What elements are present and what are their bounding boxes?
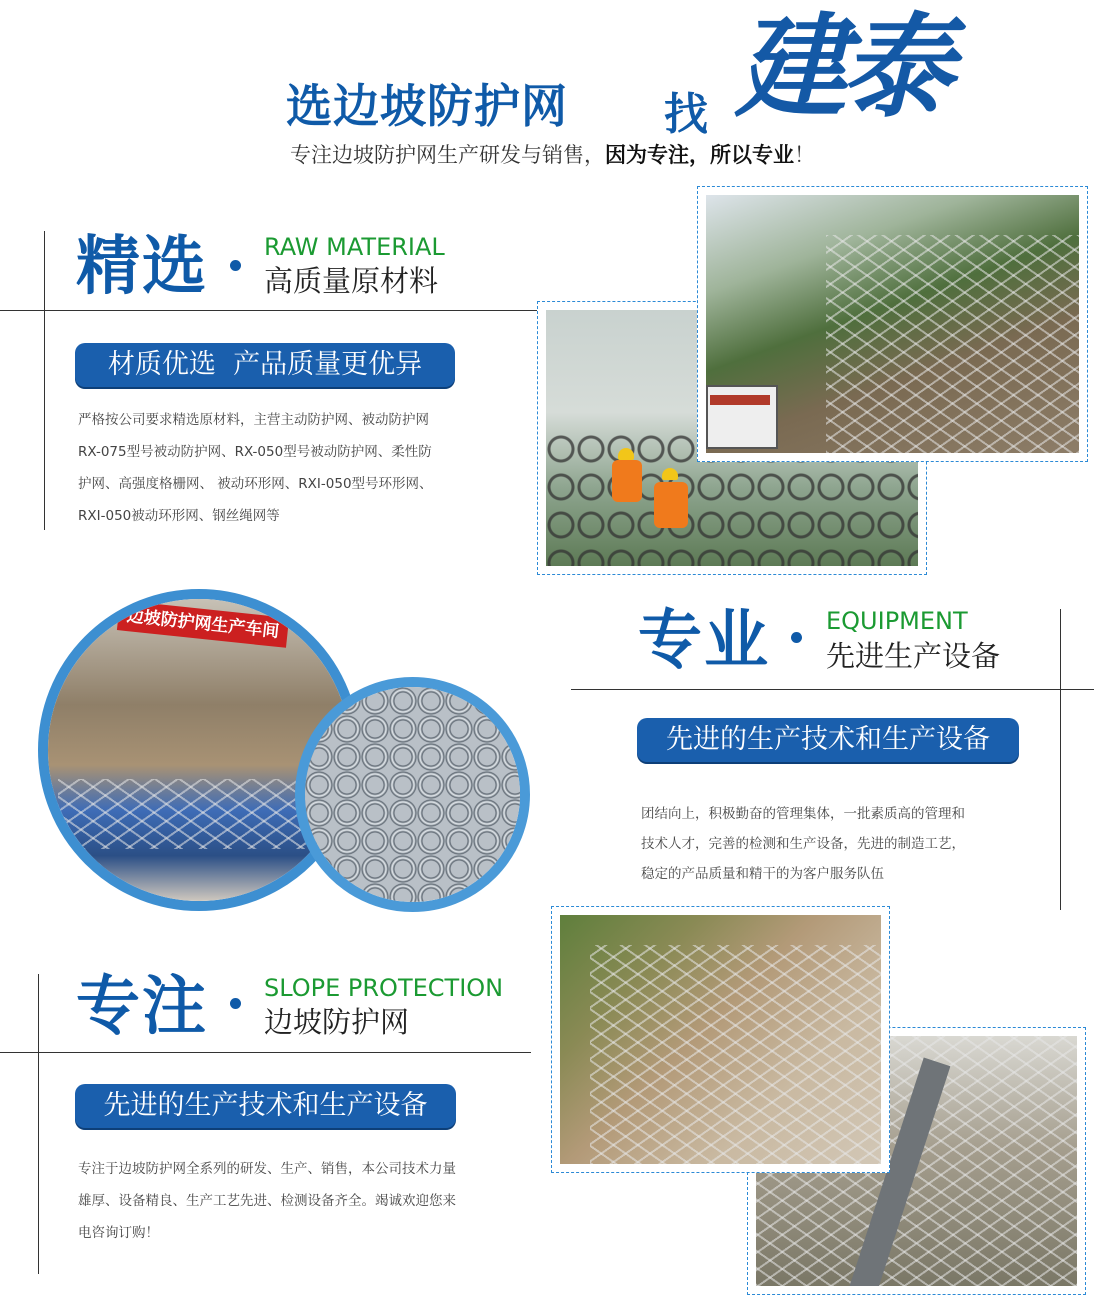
section3-dot-icon: [230, 998, 241, 1009]
section2-vertical-divider: [1060, 609, 1061, 910]
hero-find-text: 找: [664, 89, 708, 140]
section3-heading: 专注: [76, 970, 208, 1044]
coil-photo-circle: [295, 677, 530, 912]
section3-subtitle: 边坡防护网: [264, 1005, 410, 1039]
rock-slope-photo: [560, 915, 881, 1164]
section1-line: 护网、高强度格栅网、 被动环形网、RXI-050型号环形网、: [78, 476, 433, 492]
brand-logo-text: 建泰: [735, 2, 947, 133]
slope-mesh-photo-frame: [697, 186, 1088, 462]
section3-line: 电咨询订购！: [78, 1225, 159, 1241]
section3-body: [78, 1153, 498, 1249]
section2-heading: 专业: [638, 604, 770, 678]
section1-vertical-divider: [44, 231, 45, 530]
section2-line: 技术人才，完善的检测和生产设备，先进的制造工艺，: [641, 836, 965, 852]
hero-subtitle: [290, 139, 815, 169]
section3-pill-label: 先进的生产技术和生产设备: [75, 1084, 456, 1128]
section1-line: RX-075型号被动防护网、RX-050型号被动防护网、柔性防: [78, 444, 432, 460]
section1-body: [78, 404, 498, 532]
section2-line: 团结向上，积极勤奋的管理集体，一批素质高的管理和: [641, 806, 965, 822]
section2-horizontal-divider: [571, 689, 1094, 690]
section1-line: 严格按公司要求精选原材料，主营主动防护网、被动防护网: [78, 412, 429, 428]
rock-slope-photo-frame: [551, 906, 890, 1173]
section1-subtitle: 高质量原材料: [264, 264, 439, 298]
hero-subtitle-end: ！: [794, 143, 815, 167]
hero-title: 选边坡防护网: [286, 79, 568, 133]
section3-en-title: SLOPE PROTECTION: [264, 974, 504, 1002]
section2-en-title: EQUIPMENT: [826, 607, 968, 635]
section1-pill-label: 材质优选 产品质量更优异: [75, 343, 455, 387]
hero-subtitle-bold: 因为专注，所以专业: [605, 143, 794, 167]
section2-dot-icon: [791, 632, 802, 643]
slope-mesh-photo: [706, 195, 1079, 453]
section3-line: 专注于边坡防护网全系列的研发、生产、销售，本公司技术力量: [78, 1161, 456, 1177]
section1-dot-icon: [230, 260, 241, 271]
section3-vertical-divider: [38, 974, 39, 1274]
section1-horizontal-divider: [0, 310, 540, 311]
section2-pill-label: 先进的生产技术和生产设备: [637, 718, 1019, 762]
section3-horizontal-divider: [0, 1052, 531, 1053]
section1-line: RXI-050被动环形网、钢丝绳网等: [78, 508, 280, 524]
section2-subtitle: 先进生产设备: [826, 639, 1001, 673]
section1-en-title: RAW MATERIAL: [264, 233, 445, 261]
section2-body: [641, 799, 1041, 889]
section1-heading: 精选: [76, 230, 208, 304]
factory-banner: 边坡防护网生产车间: [117, 600, 289, 648]
hero-subtitle-plain: 专注边坡防护网生产研发与销售，: [290, 143, 605, 167]
section2-line: 稳定的产品质量和精干的为客户服务队伍: [641, 866, 884, 882]
section3-line: 雄厚、设备精良、生产工艺先进、检测设备齐全。竭诚欢迎您来: [78, 1193, 456, 1209]
